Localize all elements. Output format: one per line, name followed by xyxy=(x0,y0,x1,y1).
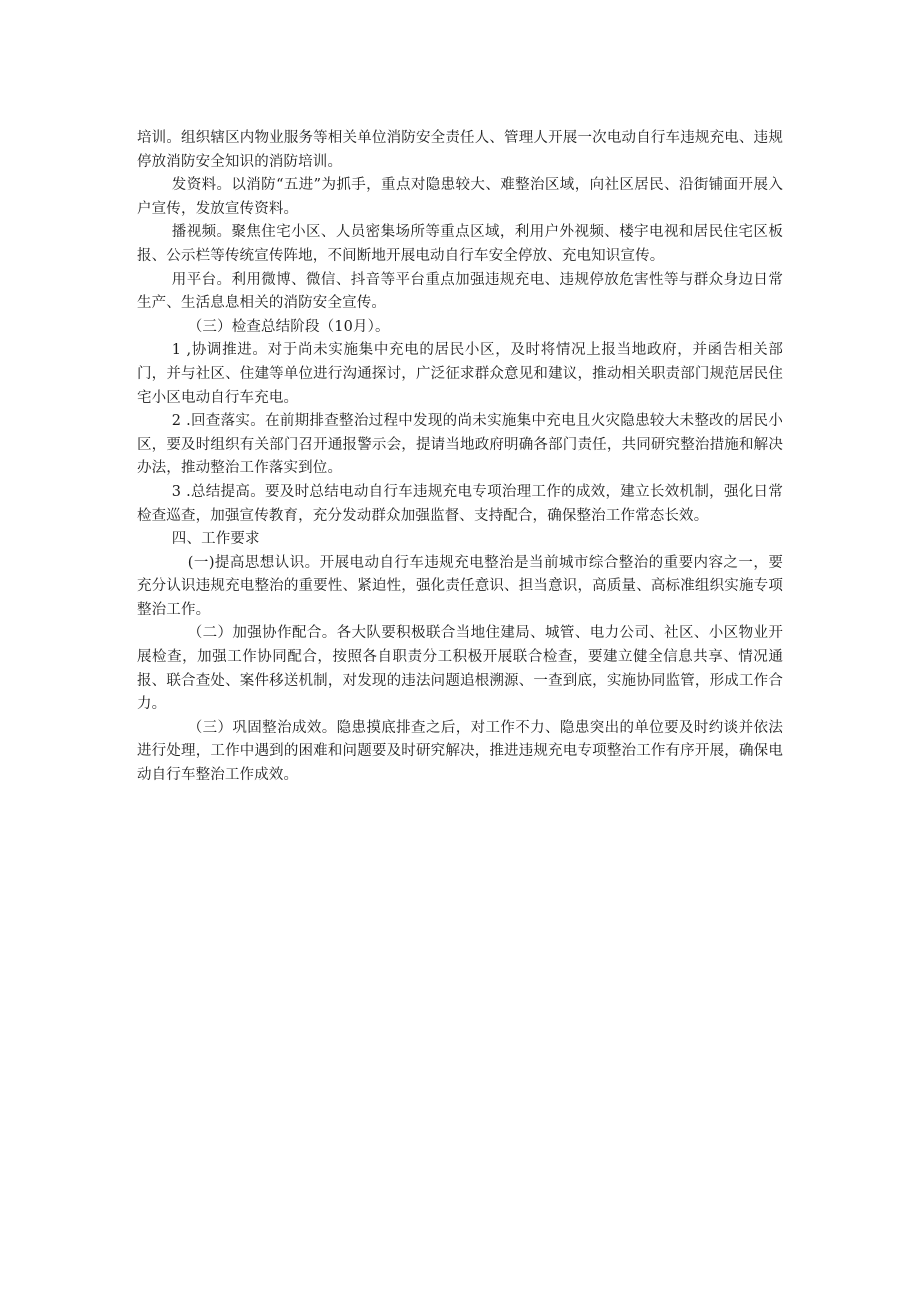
paragraph-requirement-3: （三）巩固整治成效。隐患摸底排查之后，对工作不力、隐患突出的单位要及时约谈并依法进行处理，工作中遇到的困难和问题要及时研究解决，推进违规充电专项整治工作有序开展，确保电动自行车整治工作成效。 xyxy=(137,719,783,784)
paragraph-item-3: 3 .总结提高。要及时总结电动自行车违规充电专项治理工作的成效，建立长效机制，强化日常检查巡查，加强宣传教育，充分发动群众加强监督、支持配合，确保整治工作常态长效。 xyxy=(137,483,783,524)
paragraph-item-1: 1 ,协调推进。对于尚未实施集中充电的居民小区，及时将情况上报当地政府，并函告相关部门，并与社区、住建等单位进行沟通探讨，广泛征求群众意见和建议，推动相关职责部门规范居民住宅小区电动自行车充电。 xyxy=(137,342,783,406)
paragraph-training: 培训。组织辖区内物业服务等相关单位消防安全责任人、管理人开展一次电动自行车违规充电、违规停放消防安全知识的消防培训。 xyxy=(137,130,783,170)
paragraph-platforms: 用平台。利用微博、微信、抖音等平台重点加强违规充电、违规停放危害性等与群众身边日常生产、生活息息相关的消防安全宣传。 xyxy=(137,271,783,312)
document-body xyxy=(137,127,783,788)
paragraph-requirement-2: （二）加强协作配合。各大队要积极联合当地住建局、城管、电力公司、社区、小区物业开展检查，加强工作协同配合，按照各自职责分工积极开展联合检查，要建立健全信息共享、情况通报、联合查处、案件移送机制，对发现的违法问题追根溯源、一查到底，实施协同监管，形成工作合力。 xyxy=(137,625,783,713)
paragraph-materials: 发资料。以消防“五进”为抓手，重点对隐患较大、难整治区域，向社区居民、沿街铺面开展入户宣传，发放宣传资料。 xyxy=(137,177,783,217)
section-heading-work-requirements: 四、工作要求 xyxy=(171,531,260,548)
paragraph-item-2: 2 .回查落实。在前期排查整治过程中发现的尚未实施集中充电且火灾隐患较大未整改的居民小区，要及时组织有关部门召开通报警示会，提请当地政府明确各部门责任，共同研究整治措施和解决办法，推动整治工作落实到位。 xyxy=(137,413,783,477)
section-heading-inspection-summary: （三）检查总结阶段（10月）。 xyxy=(187,318,390,335)
paragraph-requirement-1: (一)提高思想认识。开展电动自行车违规充电整治是当前城市综合整治的重要内容之一，要充分认识违规充电整治的重要性、紧迫性，强化责任意识、担当意识，高质量、高标准组织实施专项整治工作。 xyxy=(137,554,783,618)
paragraph-videos: 播视频。聚焦住宅小区、人员密集场所等重点区域，利用户外视频、楼宇电视和居民住宅区板报、公示栏等传统宣传阵地，不间断地开展电动自行车安全停放、充电知识宣传。 xyxy=(137,224,783,264)
